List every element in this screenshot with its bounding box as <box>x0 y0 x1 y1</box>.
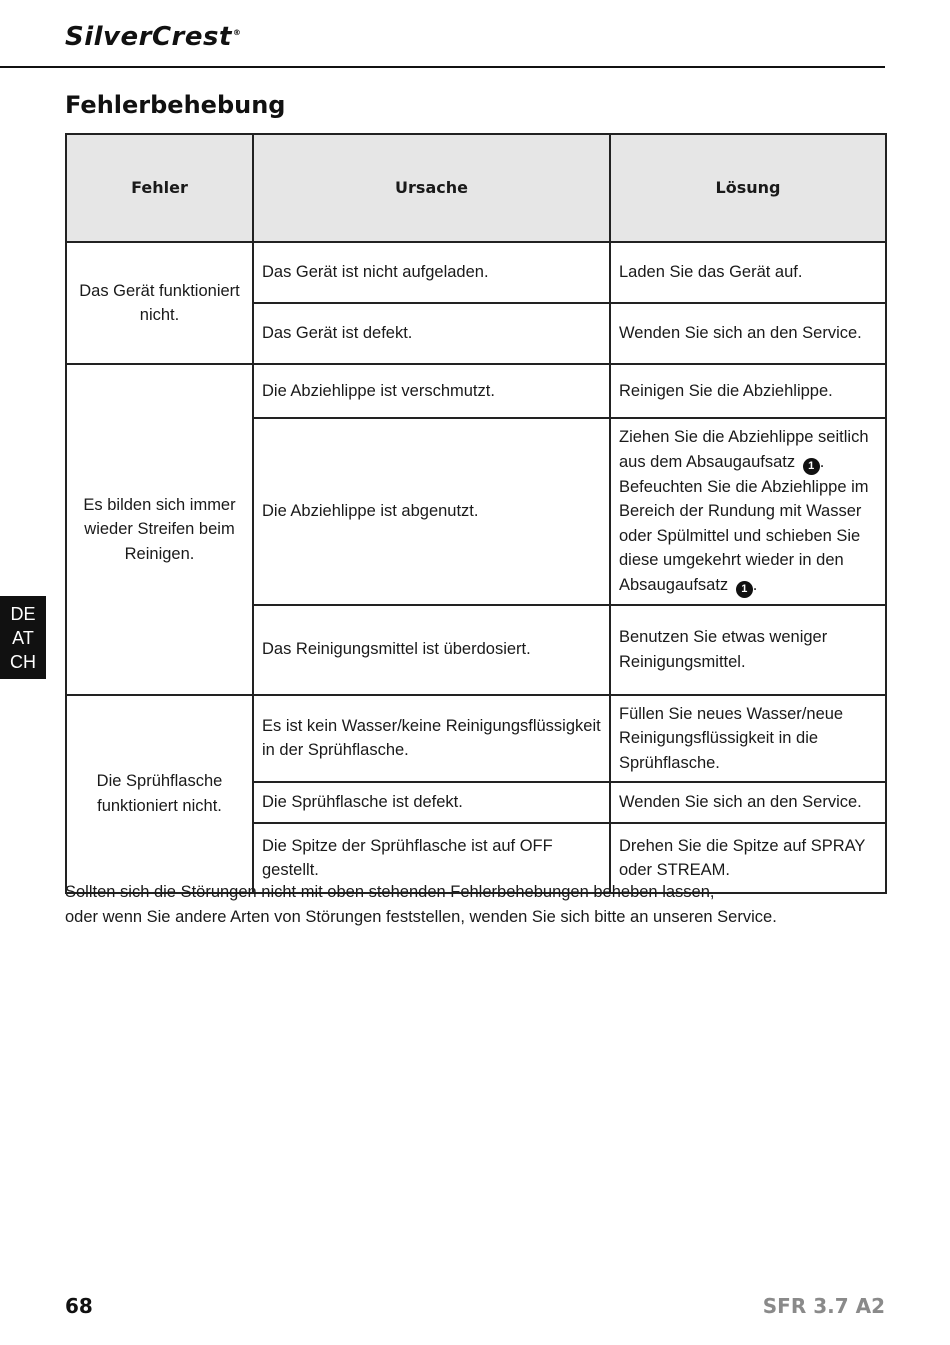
loesung-cell: Drehen Sie die Spitze auf SPRAY oder STREAM. <box>610 823 886 893</box>
fehler-cell: Die Sprühflasche funktioniert nicht. <box>66 695 253 894</box>
troubleshooting-table <box>65 133 887 894</box>
lang-de: DE <box>10 603 36 624</box>
reference-number-badge: 1 <box>736 581 753 598</box>
loesung-cell: Laden Sie das Gerät auf. <box>610 242 886 303</box>
header-loesung: Lösung <box>610 134 886 242</box>
table-row <box>66 242 886 303</box>
ursache-cell: Die Spitze der Sprühflasche ist auf OFF gestellt. <box>253 823 610 893</box>
reference-number-badge: 1 <box>803 458 820 475</box>
header-rule <box>0 66 885 68</box>
loesung-cell: Wenden Sie sich an den Service. <box>610 782 886 823</box>
model-number: SFR 3.7 A2 <box>762 1294 885 1318</box>
ursache-cell: Die Abziehlippe ist verschmutzt. <box>253 364 610 418</box>
header-fehler: Fehler <box>66 134 253 242</box>
loesung-cell: Füllen Sie neues Wasser/neue Reinigungsflüssigkeit in die Sprühflasche. <box>610 695 886 783</box>
service-note <box>65 880 885 930</box>
header-ursache: Ursache <box>253 134 610 242</box>
table-row <box>66 364 886 418</box>
ursache-cell: Das Reinigungsmittel ist überdosiert. <box>253 605 610 695</box>
loesung-cell: Reinigen Sie die Abziehlippe. <box>610 364 886 418</box>
ursache-cell: Die Abziehlippe ist abgenutzt. <box>253 418 610 605</box>
silvercrest-logo: SilverCrest® <box>65 22 242 52</box>
loesung-cell: Wenden Sie sich an den Service. <box>610 303 886 364</box>
fehler-cell: Das Gerät funktioniert nicht. <box>66 242 253 364</box>
service-note-line-1: Sollten sich die Störungen nicht mit oben stehenden Fehlerbehebungen beheben lassen, <box>65 883 715 901</box>
loesung-cell: Ziehen Sie die Abziehlippe seitlich aus dem Absaugaufsatz 1 . Befeuchten Sie die Abziehlippe im Bereich der Rundung mit Wasser oder Spülmittel und schieben Sie diese umgekehrt wieder in den Absaugaufsatz 1 . <box>610 418 886 605</box>
lang-at: AT <box>12 627 34 648</box>
fehler-cell: Es bilden sich immer wieder Streifen beim Reinigen. <box>66 364 253 695</box>
ursache-cell: Es ist kein Wasser/keine Reinigungsflüssigkeit in der Sprühflasche. <box>253 695 610 783</box>
page-number: 68 <box>65 1294 93 1318</box>
ursache-cell: Die Sprühflasche ist defekt. <box>253 782 610 823</box>
table-header-row <box>66 134 886 242</box>
ursache-cell: Das Gerät ist defekt. <box>253 303 610 364</box>
loesung-cell: Benutzen Sie etwas weniger Reinigungsmittel. <box>610 605 886 695</box>
ursache-cell: Das Gerät ist nicht aufgeladen. <box>253 242 610 303</box>
table-row <box>66 695 886 783</box>
registered-mark: ® <box>232 28 242 38</box>
language-tab <box>0 596 46 679</box>
service-note-line-2: oder wenn Sie andere Arten von Störungen feststellen, wenden Sie sich bitte an unseren Service. <box>65 908 777 926</box>
lang-ch: CH <box>10 651 36 672</box>
page-title: Fehlerbehebung <box>65 91 286 119</box>
